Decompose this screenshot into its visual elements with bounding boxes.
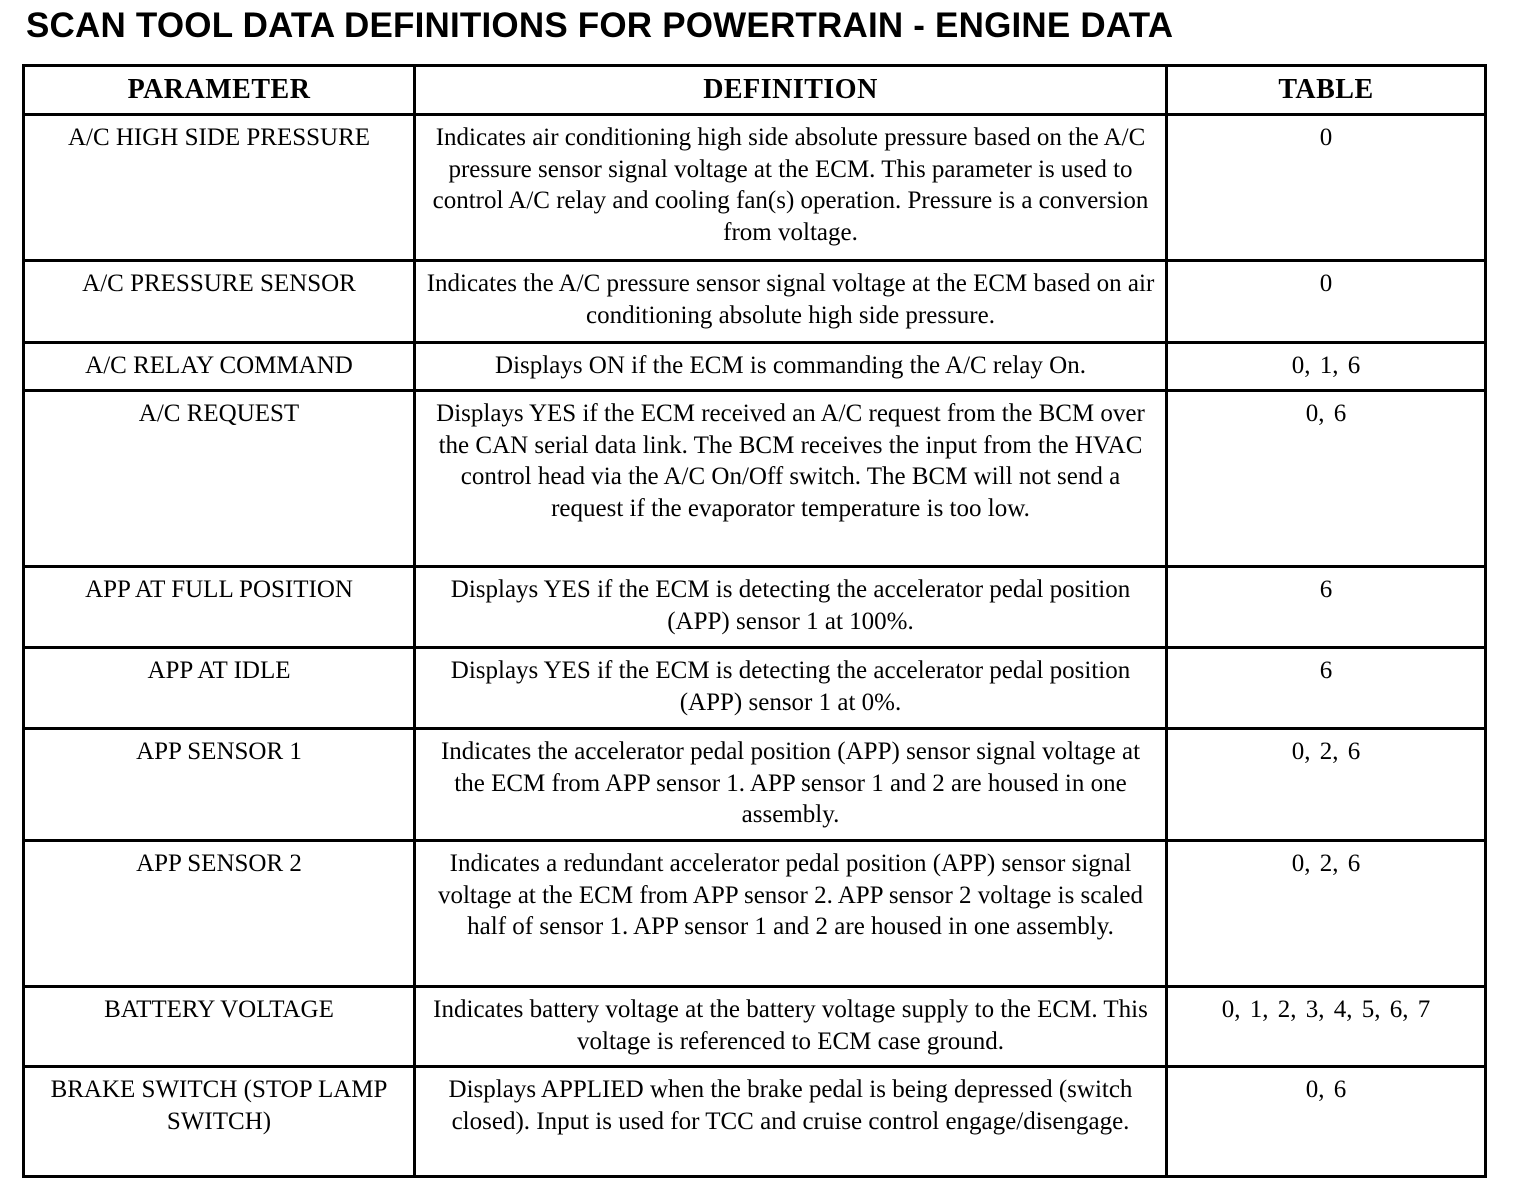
table-row [24, 115, 1486, 261]
definition-cell: Displays YES if the ECM is detecting the accelerator pedal position (APP) sensor 1 at 100%. [415, 567, 1167, 648]
table-cell: 6 [1167, 648, 1486, 729]
table-row [24, 841, 1486, 987]
parameter-cell: BRAKE SWITCH (STOP LAMP SWITCH) [24, 1067, 415, 1177]
parameter-cell: APP SENSOR 1 [24, 729, 415, 841]
table-cell: 0, 6 [1167, 391, 1486, 567]
table-cell: 0 [1167, 115, 1486, 261]
definition-cell: Displays YES if the ECM is detecting the accelerator pedal position (APP) sensor 1 at 0%. [415, 648, 1167, 729]
table-row [24, 1067, 1486, 1177]
definition-cell: Indicates the A/C pressure sensor signal voltage at the ECM based on air conditioning absolute high side pressure. [415, 261, 1167, 343]
table-row [24, 648, 1486, 729]
definition-cell: Displays ON if the ECM is commanding the A/C relay On. [415, 343, 1167, 391]
parameter-cell: A/C REQUEST [24, 391, 415, 567]
table-cell: 0, 1, 2, 3, 4, 5, 6, 7 [1167, 987, 1486, 1067]
definition-cell: Indicates a redundant accelerator pedal position (APP) sensor signal voltage at the ECM from APP sensor 2. APP sensor 2 voltage is scaled half of sensor 1. APP sensor 1 and 2 are housed in one assembly. [415, 841, 1167, 987]
parameter-cell: APP AT FULL POSITION [24, 567, 415, 648]
column-header-definition: DEFINITION [415, 66, 1167, 115]
table-row [24, 343, 1486, 391]
table-row [24, 567, 1486, 648]
table-cell: 0 [1167, 261, 1486, 343]
column-header-parameter: PARAMETER [24, 66, 415, 115]
header-row [24, 66, 1486, 115]
table-cell: 6 [1167, 567, 1486, 648]
definition-cell: Displays APPLIED when the brake pedal is being depressed (switch closed). Input is used for TCC and cruise control engage/disengage. [415, 1067, 1167, 1177]
table-row [24, 987, 1486, 1067]
table-cell: 0, 2, 6 [1167, 729, 1486, 841]
definitions-table [22, 64, 1487, 1178]
table-cell: 0, 6 [1167, 1067, 1486, 1177]
parameter-cell: A/C HIGH SIDE PRESSURE [24, 115, 415, 261]
parameter-cell: APP SENSOR 2 [24, 841, 415, 987]
table-row [24, 261, 1486, 343]
definition-cell: Indicates battery voltage at the battery voltage supply to the ECM. This voltage is referenced to ECM case ground. [415, 987, 1167, 1067]
table-cell: 0, 2, 6 [1167, 841, 1486, 987]
page-title: SCAN TOOL DATA DEFINITIONS FOR POWERTRAIN - ENGINE DATA [26, 6, 1174, 45]
column-header-table: TABLE [1167, 66, 1486, 115]
table-row [24, 391, 1486, 567]
table-cell: 0, 1, 6 [1167, 343, 1486, 391]
parameter-cell: A/C RELAY COMMAND [24, 343, 415, 391]
parameter-cell: APP AT IDLE [24, 648, 415, 729]
parameter-cell: BATTERY VOLTAGE [24, 987, 415, 1067]
definition-cell: Indicates air conditioning high side absolute pressure based on the A/C pressure sensor signal voltage at the ECM. This parameter is used to control A/C relay and cooling fan(s) operation. Pressure is a conversion from voltage. [415, 115, 1167, 261]
parameter-cell: A/C PRESSURE SENSOR [24, 261, 415, 343]
definition-cell: Indicates the accelerator pedal position (APP) sensor signal voltage at the ECM from APP sensor 1. APP sensor 1 and 2 are housed in one assembly. [415, 729, 1167, 841]
table-row [24, 729, 1486, 841]
definition-cell: Displays YES if the ECM received an A/C request from the BCM over the CAN serial data link. The BCM receives the input from the HVAC control head via the A/C On/Off switch. The BCM will not send a request if the evaporator temperature is too low. [415, 391, 1167, 567]
